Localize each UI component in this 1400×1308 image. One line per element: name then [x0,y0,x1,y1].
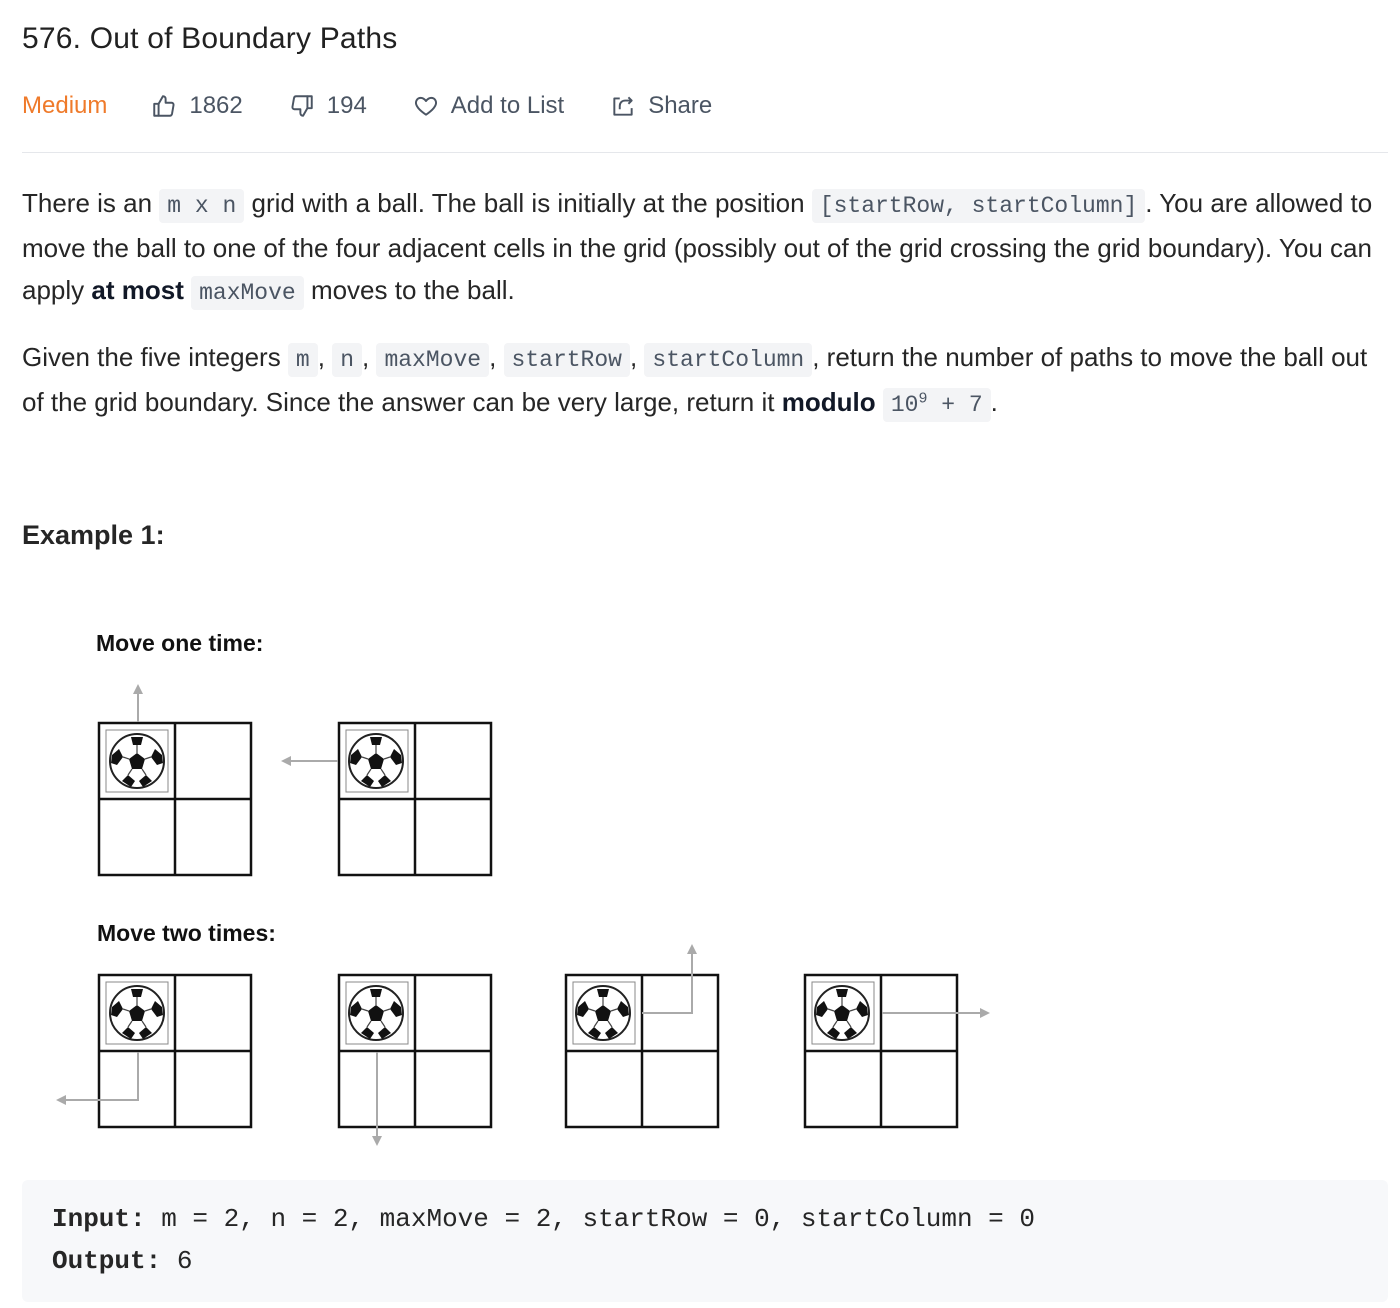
example-heading: Example 1: [22,520,165,550]
bold-at-most: at most [91,275,184,305]
heart-icon [413,93,439,119]
grid-move-up [99,686,251,875]
inline-code-m: m [288,343,318,377]
inline-code-grid-size: m x n [159,189,244,223]
difficulty-badge: Medium [22,92,108,119]
problem-meta-bar [22,86,758,126]
like-button[interactable] [151,92,242,120]
header-divider [22,152,1388,153]
share-label: Share [648,92,713,119]
example-figure [0,600,1400,1180]
description-paragraph-1: There is an m x n grid with a ball. The ball is initially at the position [startRow, startColumn] . You are allowed to move the ball to one of the four adjacent cells in the grid (possibly out of the grid crossing the grid boundary). You can apply at most maxMove moves to the ball. [22,182,1378,314]
figure-label-move-one: Move one time: [96,630,264,656]
share-icon [610,93,636,119]
inline-code-maxmove: maxMove [191,276,304,310]
grid-down-left [58,975,251,1127]
dislike-count: 194 [326,92,367,119]
grid-move-left [283,723,491,875]
inline-code-maxmove-param: maxMove [376,343,489,377]
thumbs-up-icon [151,93,177,119]
inline-code-startrow: startRow [504,343,630,377]
problem-title: 576. Out of Boundary Paths [22,22,398,55]
grid-right-right [805,975,988,1127]
share-button[interactable] [610,92,712,120]
figure-label-move-two: Move two times: [97,920,276,946]
like-count: 1862 [189,92,243,119]
add-to-list-button[interactable] [413,92,564,120]
example-input-line: Input: m = 2, n = 2, maxMove = 2, startRow = 0, startColumn = 0 [52,1204,1035,1234]
add-to-list-label: Add to List [450,92,565,119]
grid-right-up [566,946,718,1127]
bold-modulo: modulo [781,387,876,417]
example-io-block [22,1180,1388,1302]
grid-down-down [339,975,491,1144]
inline-code-n: n [332,343,362,377]
example-output-line: Output: 6 [52,1246,193,1276]
description-paragraph-2: Given the five integers m , n , maxMove , startRow , startColumn , return the number of paths to move the ball out of the grid boundary. Since the answer can be very large, return it modulo $10^9 + 7$ . [22,336,1378,426]
dislike-button[interactable] [289,92,367,120]
thumbs-down-icon [289,93,315,119]
inline-code-startcolumn: startColumn [644,343,812,377]
inline-code-start-position: [startRow, startColumn] [812,189,1145,223]
inline-code-modulus: $10^9 + 7$ [883,388,991,422]
